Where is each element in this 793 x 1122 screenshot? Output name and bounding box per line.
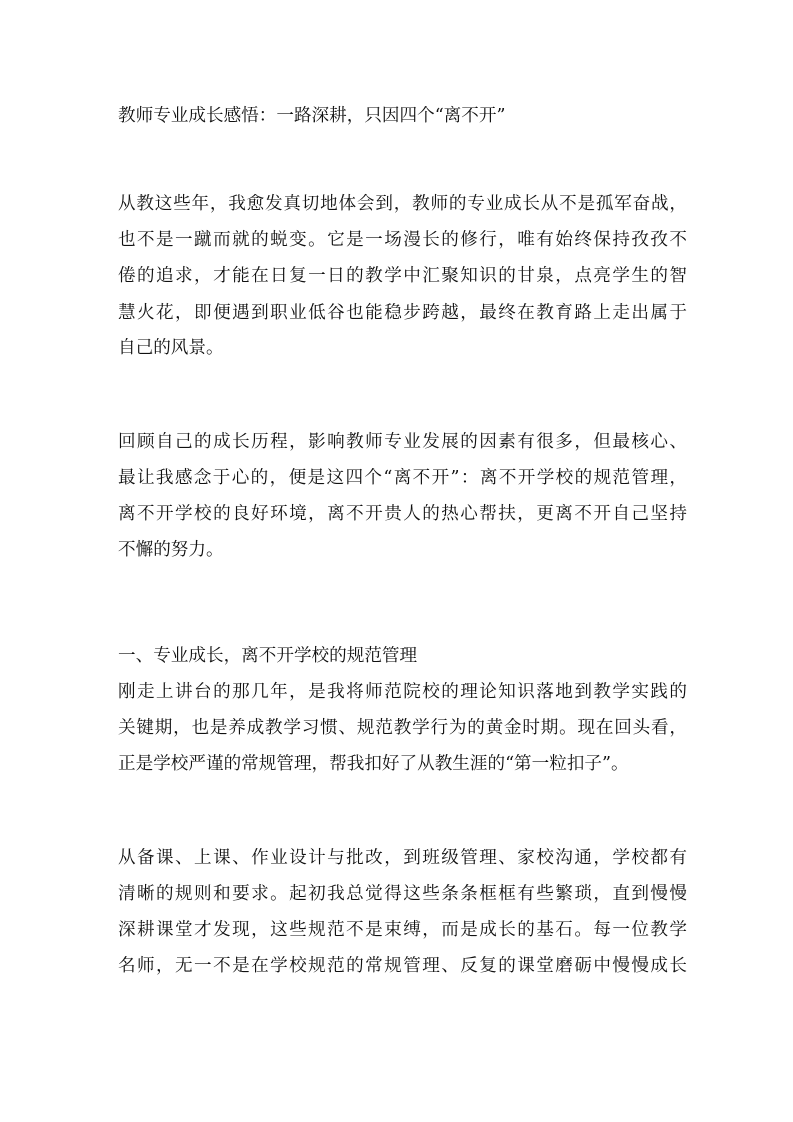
- document-title: 教师专业成长感悟：一路深耕，只因四个“离不开”: [118, 106, 506, 126]
- paragraph-line: 回顾自己的成长历程，影响教师专业发展的因素有很多，但最核心、: [118, 432, 687, 452]
- paragraph-line: 关键期，也是养成教学习惯、规范教学行为的黄金时期。现在回头看，: [118, 718, 687, 738]
- paragraph-line: 深耕课堂才发现，这些规范不是束缚，而是成长的基石。每一位教学: [118, 920, 687, 940]
- paragraph-line: 离不开学校的良好环境，离不开贵人的热心帮扶，更离不开自己坚持: [118, 504, 687, 524]
- paragraph-line: 正是学校严谨的常规管理，帮我扣好了从教生涯的“第一粒扣子”。: [118, 754, 629, 774]
- section-heading: 一、专业成长，离不开学校的规范管理: [118, 646, 418, 666]
- paragraph-line: 从备课、上课、作业设计与批改，到班级管理、家校沟通，学校都有: [118, 848, 687, 868]
- paragraph-line: 自己的风景。: [118, 338, 224, 358]
- paragraph-line: 从教这些年，我愈发真切地体会到，教师的专业成长从不是孤军奋战，: [118, 194, 687, 214]
- paragraph-line: 也不是一蹴而就的蜕变。它是一场漫长的修行，唯有始终保持孜孜不: [118, 230, 687, 250]
- paragraph-line: 慧火花，即便遇到职业低谷也能稳步跨越，最终在教育路上走出属于: [118, 303, 687, 323]
- paragraph-line: 清晰的规则和要求。起初我总觉得这些条条框框有些繁琐，直到慢慢: [118, 884, 687, 904]
- paragraph-line: 名师，无一不是在学校规范的常规管理、反复的课堂磨砺中慢慢成长: [118, 956, 687, 976]
- paragraph-line: 最让我感念于心的，便是这四个“离不开”：离不开学校的规范管理，: [118, 468, 687, 488]
- paragraph-line: 刚走上讲台的那几年，是我将师范院校的理论知识落地到教学实践的: [118, 682, 687, 702]
- paragraph-line: 不懈的努力。: [118, 540, 224, 560]
- paragraph-line: 倦的追求，才能在日复一日的教学中汇聚知识的甘泉，点亮学生的智: [118, 266, 687, 286]
